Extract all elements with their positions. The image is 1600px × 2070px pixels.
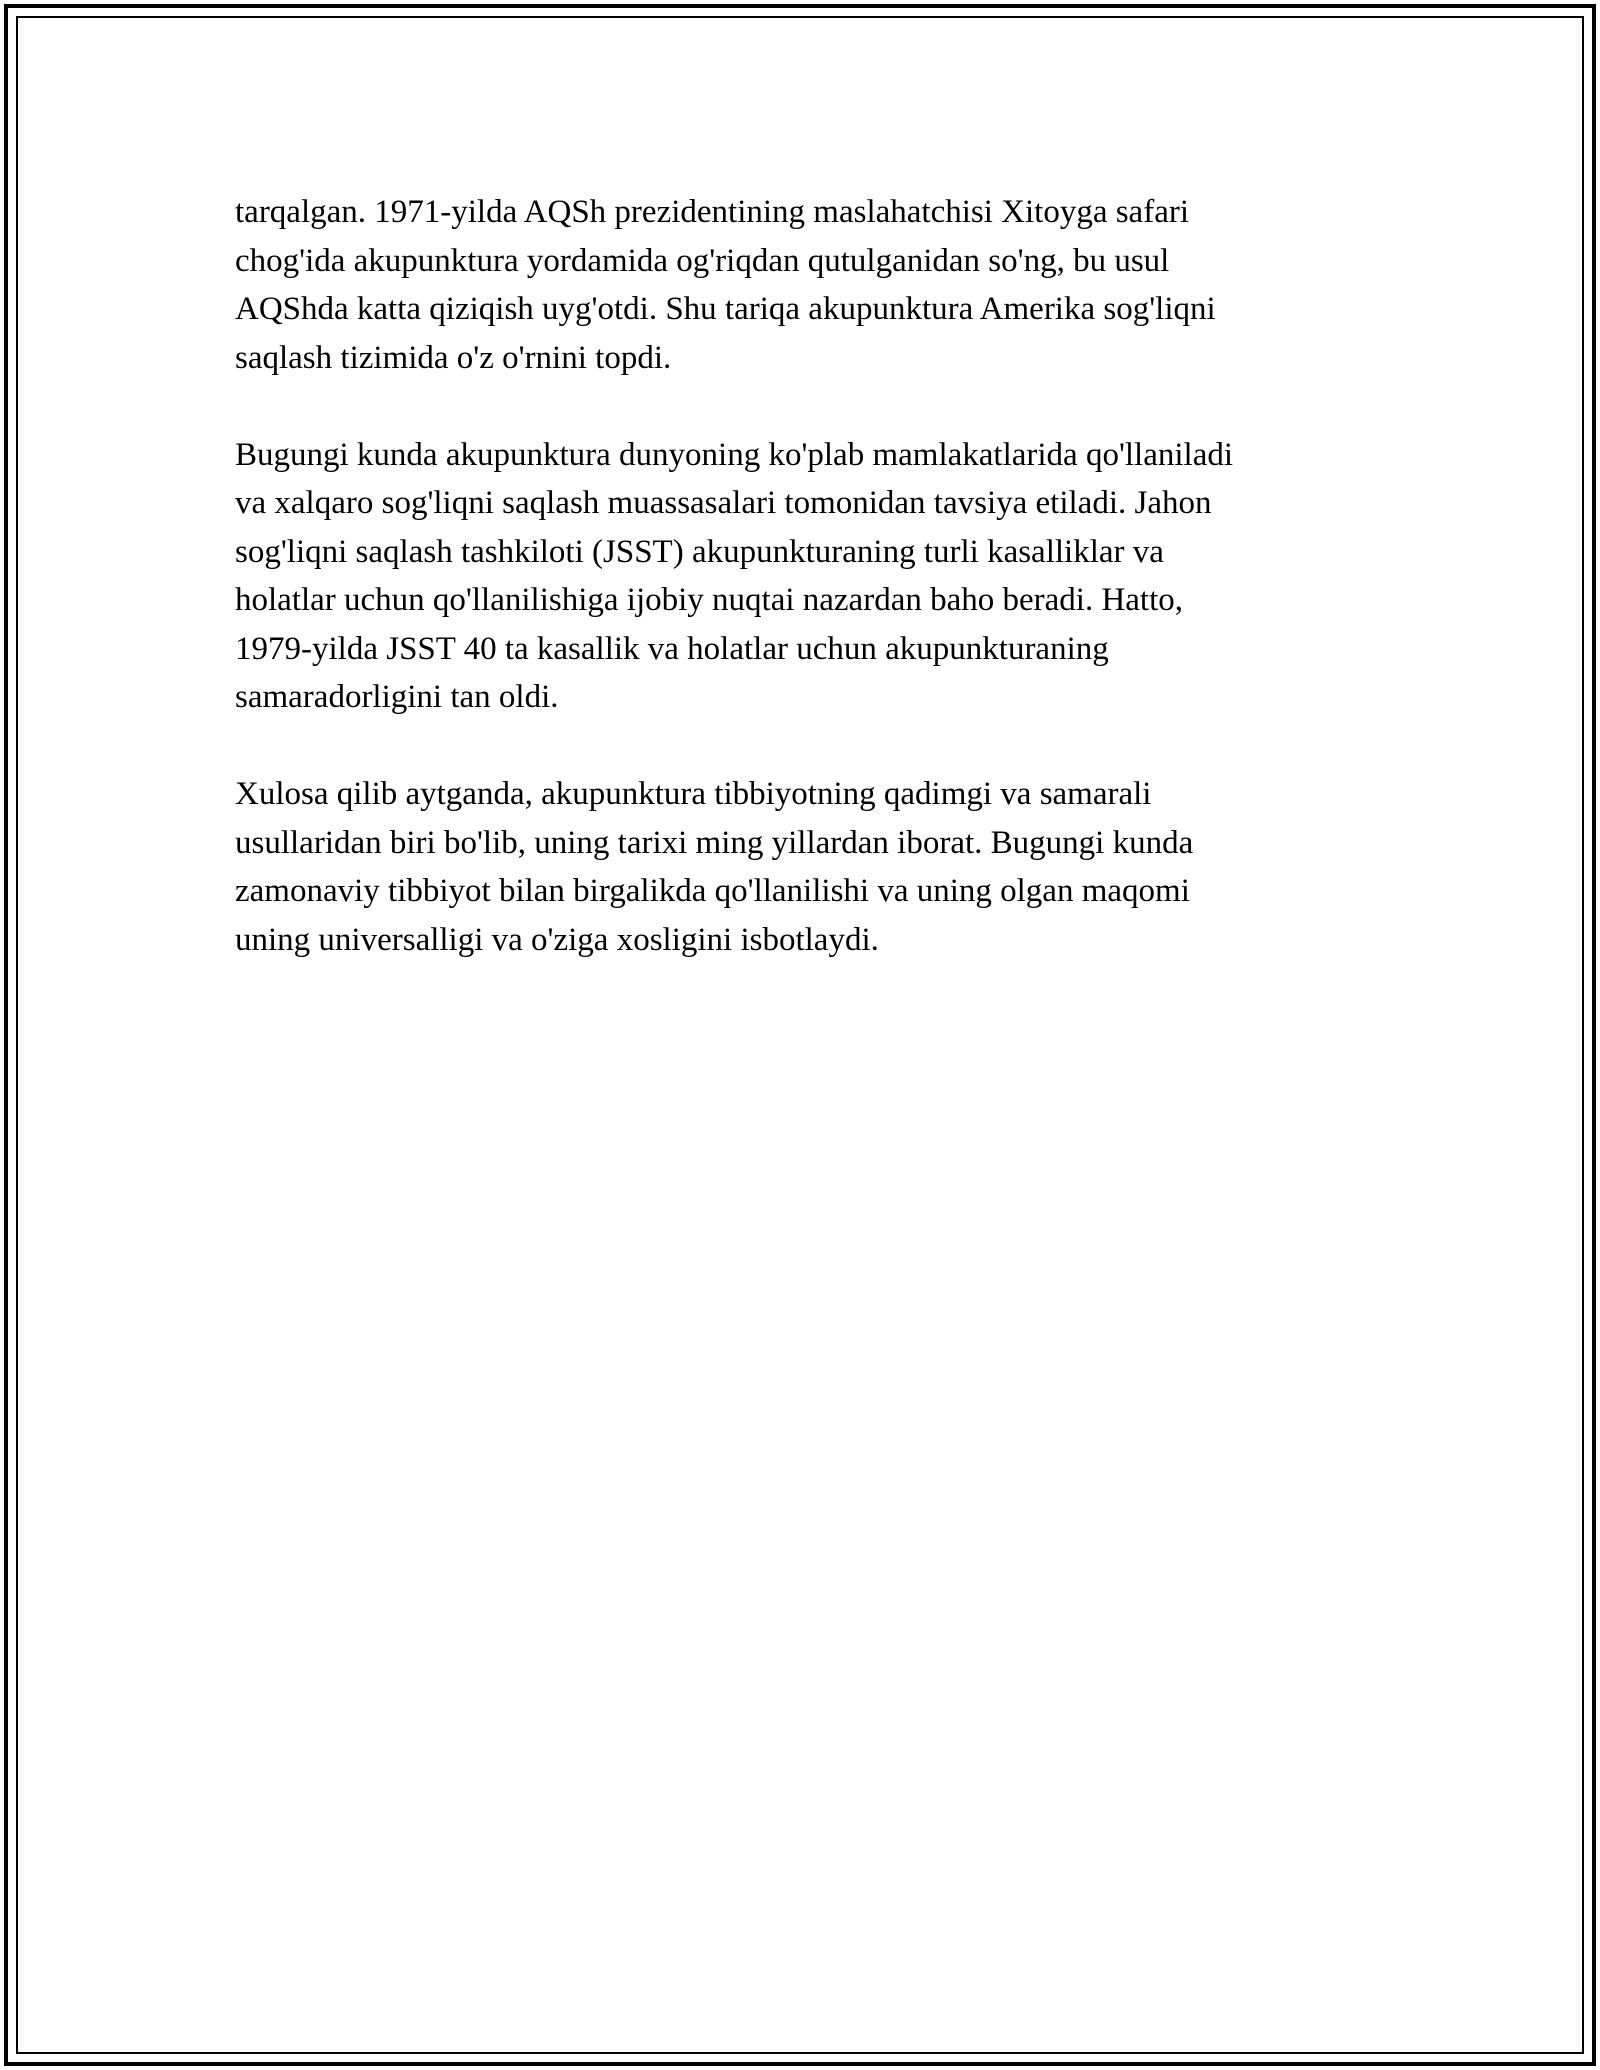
paragraph-2: Bugungi kunda akupunktura dunyoning ko'plab mamlakatlarida qo'llaniladi va xalqaro sog'liqni saqlash muassasalari tomonidan tavsiya etiladi. Jahon sog'liqni saqlash tashkiloti (JSST) akupunkturaning turli kasalliklar va holatlar uchun qo'llanilishiga ijobiy nuqtai nazardan baho beradi. Hatto, 1979-yilda JSST 40 ta kasallik va holatlar uchun akupunkturaning samaradorligini tan oldi. bbox=[235, 436, 1234, 715]
document-body bbox=[235, 188, 1365, 1013]
paragraph-1: tarqalgan. 1971-yilda AQSh prezidentining maslahatchisi Xitoyga safari chog'ida akupunktura yordamida og'riqdan qutulganidan so'ng, bu usul AQShda katta qiziqish uyg'otdi. Shu tariqa akupunktura Amerika sog'liqni saqlash tizimida o'z o'rnini topdi. bbox=[235, 194, 1216, 376]
paragraph-3: Xulosa qilib aytganda, akupunktura tibbiyotning qadimgi va samarali usullaridan biri bo'lib, uning tarixi ming yillardan iborat. Bugungi kunda zamonaviy tibbiyot bilan birgalikda qo'llanilishi va uning olgan maqomi uning universalligi va o'ziga xosligini isbotlaydi. bbox=[235, 776, 1194, 958]
